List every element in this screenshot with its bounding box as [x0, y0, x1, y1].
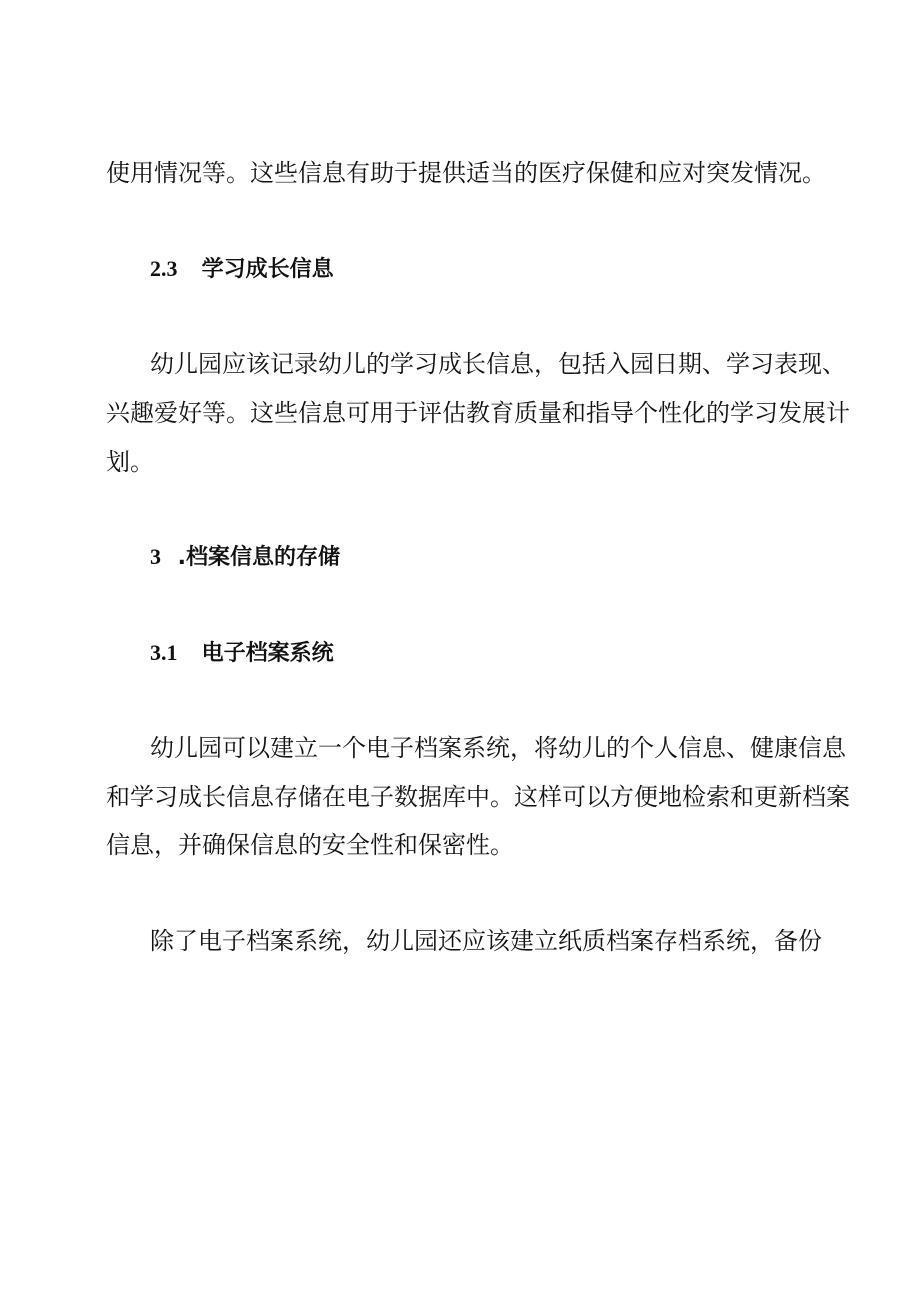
- section-number: 3.1: [150, 640, 178, 665]
- paragraph-line: 幼儿园应该记录幼儿的学习成长信息，包括入园日期、学习表现、: [150, 350, 846, 378]
- paragraph-line: 幼儿园可以建立一个电子档案系统，将幼儿的个人信息、健康信息: [150, 734, 846, 762]
- section-title: 学习成长信息: [201, 257, 334, 282]
- section-title: .档案信息的存储: [177, 545, 341, 570]
- paragraph-line: 除了电子档案系统，幼儿园还应该建立纸质档案存档系统，备份: [150, 927, 822, 955]
- section-heading-3: [150, 542, 340, 573]
- paragraph-continuation-line: 使用情况等。这些信息有助于提供适当的医疗保健和应对突发情况。: [106, 159, 826, 187]
- paragraph-line: 和学习成长信息存储在电子数据库中。这样可以方便地检索和更新档案: [106, 783, 850, 811]
- section-heading-2-3: [150, 254, 334, 285]
- section-number: 3: [150, 544, 161, 569]
- section-title: 电子档案系统: [201, 641, 334, 666]
- section-number: 2.3: [150, 256, 178, 281]
- paragraph-line: 信息，并确保信息的安全性和保密性。: [106, 831, 514, 859]
- section-heading-3-1: [150, 638, 334, 669]
- paragraph-line: 划。: [106, 448, 154, 476]
- paragraph-line: 兴趣爱好等。这些信息可用于评估教育质量和指导个性化的学习发展计: [106, 399, 850, 427]
